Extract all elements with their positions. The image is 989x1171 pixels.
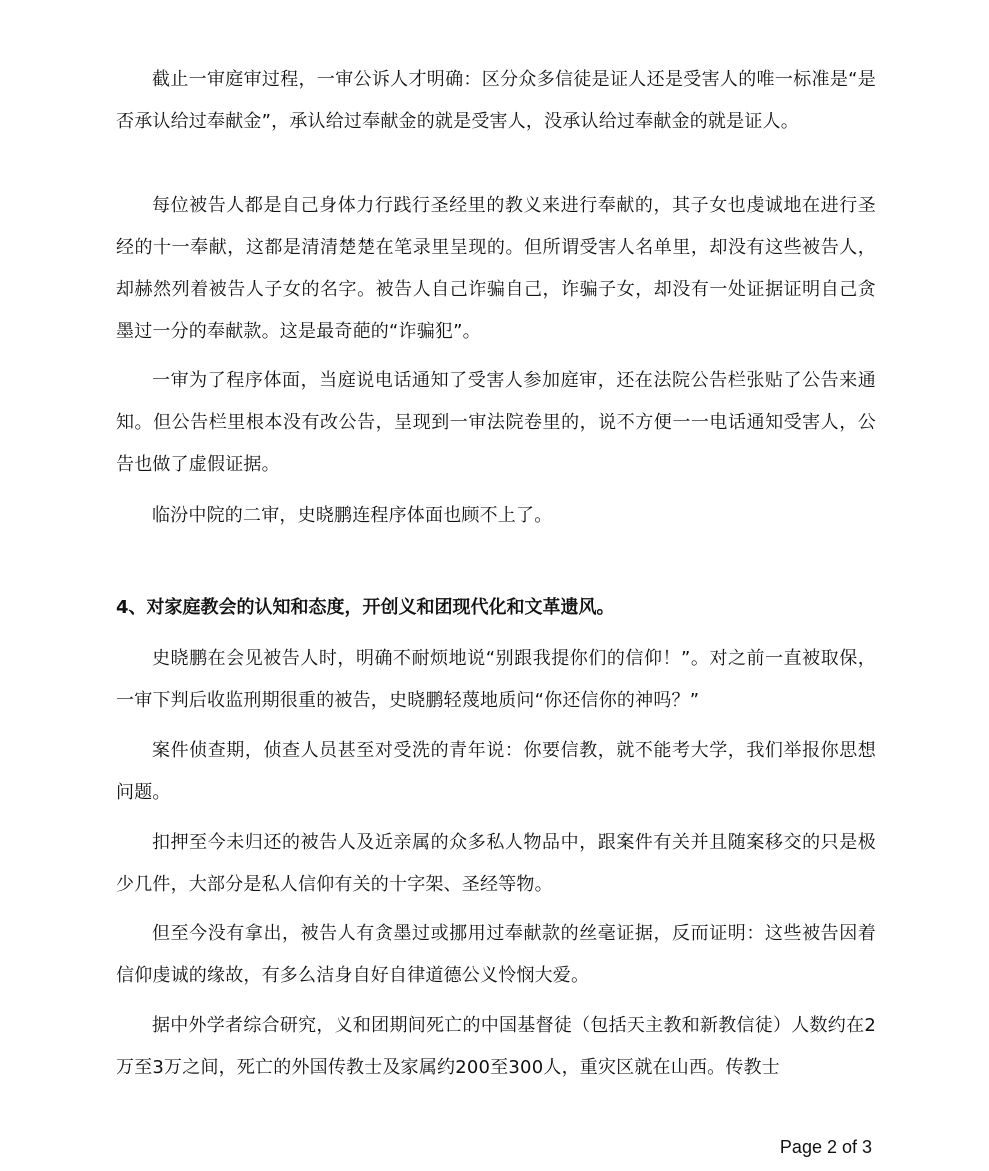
paragraph-3: 一审为了程序体面，当庭说电话通知了受害人参加庭审，还在法院公告栏张贴了公告来通知。但公告栏里根本没有改公告，呈现到一审法院卷里的，说不方便一一电话通知受害人，公告也做了虚假证据。 bbox=[116, 370, 876, 475]
section-heading: 4、对家庭教会的认知和态度，开创义和团现代化和文革遗风。 bbox=[116, 597, 615, 618]
paragraph-9: 据中外学者综合研究，义和团期间死亡的中国基督徒（包括天主教和新教信徒）人数约在2万至3万之间，死亡的外国传教士及家属约200至300人，重灾区就在山西。传教士 bbox=[116, 1015, 876, 1078]
paragraph-8: 但至今没有拿出，被告人有贪墨过或挪用过奉献款的丝毫证据，反而证明：这些被告因着信仰虔诚的缘故，有多么洁身自好自律道德公义怜悯大爱。 bbox=[116, 923, 876, 986]
paragraph-1: 截止一审庭审过程，一审公诉人才明确：区分众多信徒是证人还是受害人的唯一标准是“是否承认给过奉献金”，承认给过奉献金的就是受害人，没承认给过奉献金的就是证人。 bbox=[116, 69, 876, 132]
page-number: Page 2 of 3 bbox=[779, 1137, 872, 1157]
paragraph-7: 扣押至今未归还的被告人及近亲属的众多私人物品中，跟案件有关并且随案移交的只是极少几件，大部分是私人信仰有关的十字架、圣经等物。 bbox=[116, 832, 876, 895]
paragraph-6: 案件侦查期，侦查人员甚至对受洗的青年说：你要信教，就不能考大学，我们举报你思想问题。 bbox=[116, 740, 876, 803]
paragraph-4: 临汾中院的二审，史晓鹏连程序体面也顾不上了。 bbox=[152, 505, 553, 526]
paragraph-2: 每位被告人都是自己身体力行践行圣经里的教义来进行奉献的，其子女也虔诚地在进行圣经的十一奉献，这都是清清楚楚在笔录里呈现的。但所谓受害人名单里，却没有这些被告人，却赫然列着被告人子女的名字。被告人自己诈骗自己，诈骗子女，却没有一处证据证明自己贪墨过一分的奉献款。这是最奇葩的“诈骗犯”。 bbox=[116, 195, 876, 342]
paragraph-5: 史晓鹏在会见被告人时，明确不耐烦地说“别跟我提你们的信仰！”。对之前一直被取保，一审下判后收监刑期很重的被告，史晓鹏轻蔑地质问“你还信你的神吗？” bbox=[116, 648, 876, 711]
